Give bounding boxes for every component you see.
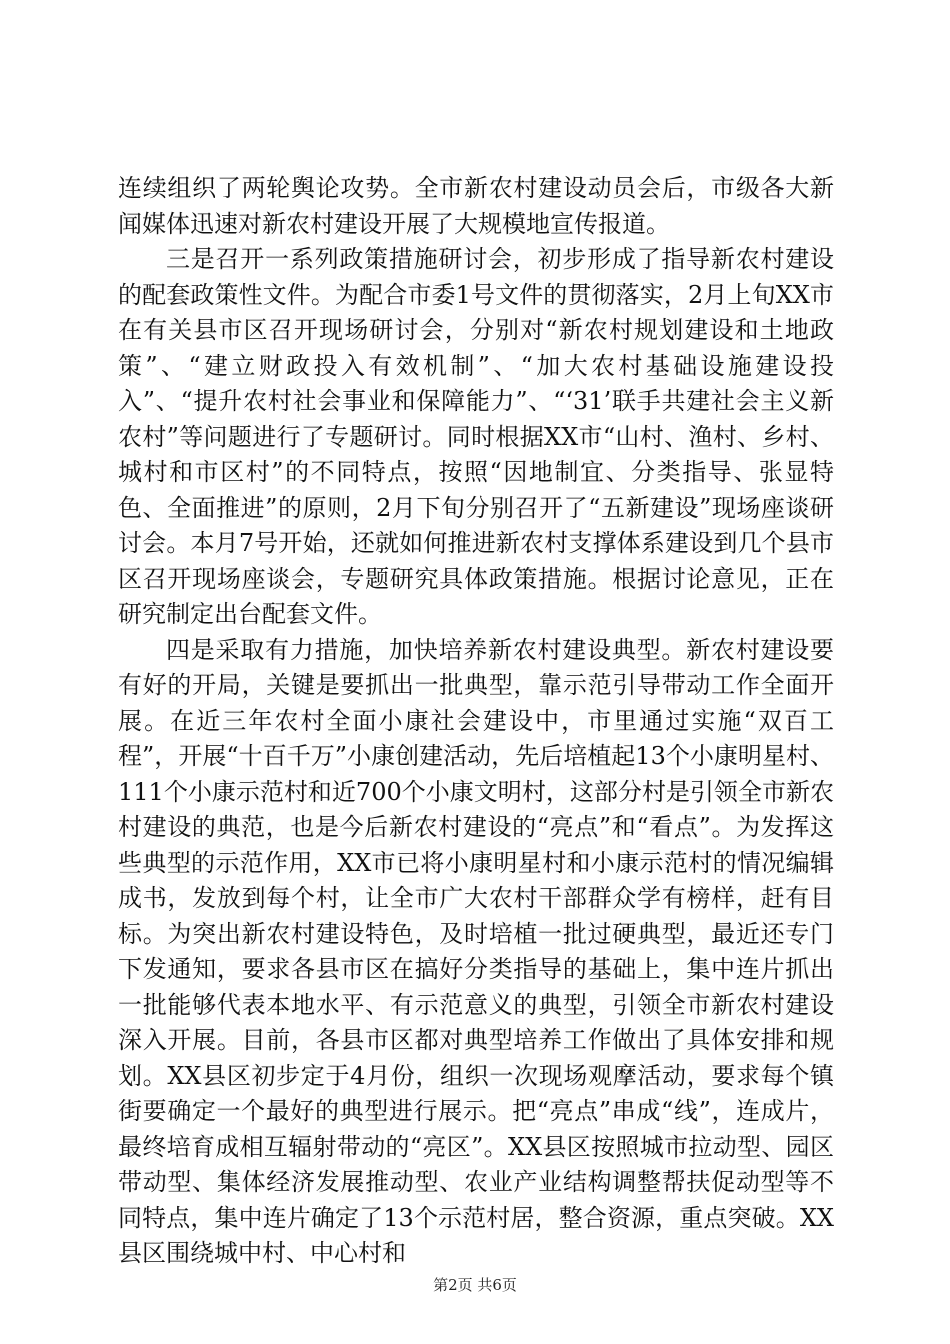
paragraph-policy-seminars: 三是召开一系列政策措施研讨会，初步形成了指导新农村建设的配套政策性文件。为配合市委1号文件的贯彻落实，2月上旬XX市在有关县市区召开现场研讨会，分别对“新农村规划建设和土地政策”、“建立财政投入有效机制”、“加大农村基础设施建设投入”、“提升农村社会事业和保障能力”、“‘31’联手共建社会主义新农村”等问题进行了专题研讨。同时根据XX市“山村、渔村、乡村、城村和市区村”的不同特点，按照“因地制宜、分类指导、张显特色、全面推进”的原则，2月下旬分别召开了“五新建设”现场座谈研讨会。本月7号开始，还就如何推进新农村支撑体系建设到几个县市区召开现场座谈会，专题研究具体政策措施。根据讨论意见，正在研究制定出台配套文件。 — [118, 245, 834, 628]
paragraph-model-villages: 四是采取有力措施，加快培养新农村建设典型。新农村建设要有好的开局，关键是要抓出一批典型，靠示范引导带动工作全面开展。在近三年农村全面小康社会建设中，市里通过实施“双百工程”，开展“十百千万”小康创建活动，先后培植起13个小康明星村、111个小康示范村和近700个小康文明村，这部分村是引领全市新农村建设的典范，也是今后新农村建设的“亮点”和“看点”。为发挥这些典型的示范作用，XX市已将小康明星村和小康示范村的情况编辑成书，发放到每个村，让全市广大农村干部群众学有榜样，赶有目标。为突出新农村建设特色，及时培植一批过硬典型，最近还专门下发通知，要求各县市区在搞好分类指导的基础上，集中连片抓出一批能够代表本地水平、有示范意义的典型，引领全市新农村建设深入开展。目前，各县市区都对典型培养工作做出了具体安排和规划。XX县区初步定于4月份，组织一次现场观摩活动，要求每个镇街要确定一个最好的典型进行展示。把“亮点”串成“线”，连成片，最终培育成相互辐射带动的“亮区”。XX县区按照城市拉动型、园区带动型、集体经济发展推动型、农业产业结构调整帮扶促动型等不同特点，集中连片确定了13个示范村居，整合资源，重点突破。XX县区围绕城中村、中心村和 — [118, 635, 834, 1267]
page-footer: 第2页 共6页 — [433, 1276, 517, 1294]
document-body — [118, 171, 834, 1272]
paragraph-continuation: 连续组织了两轮舆论攻势。全市新农村建设动员会后，市级各大新闻媒体迅速对新农村建设开展了大规模地宣传报道。 — [118, 174, 834, 238]
